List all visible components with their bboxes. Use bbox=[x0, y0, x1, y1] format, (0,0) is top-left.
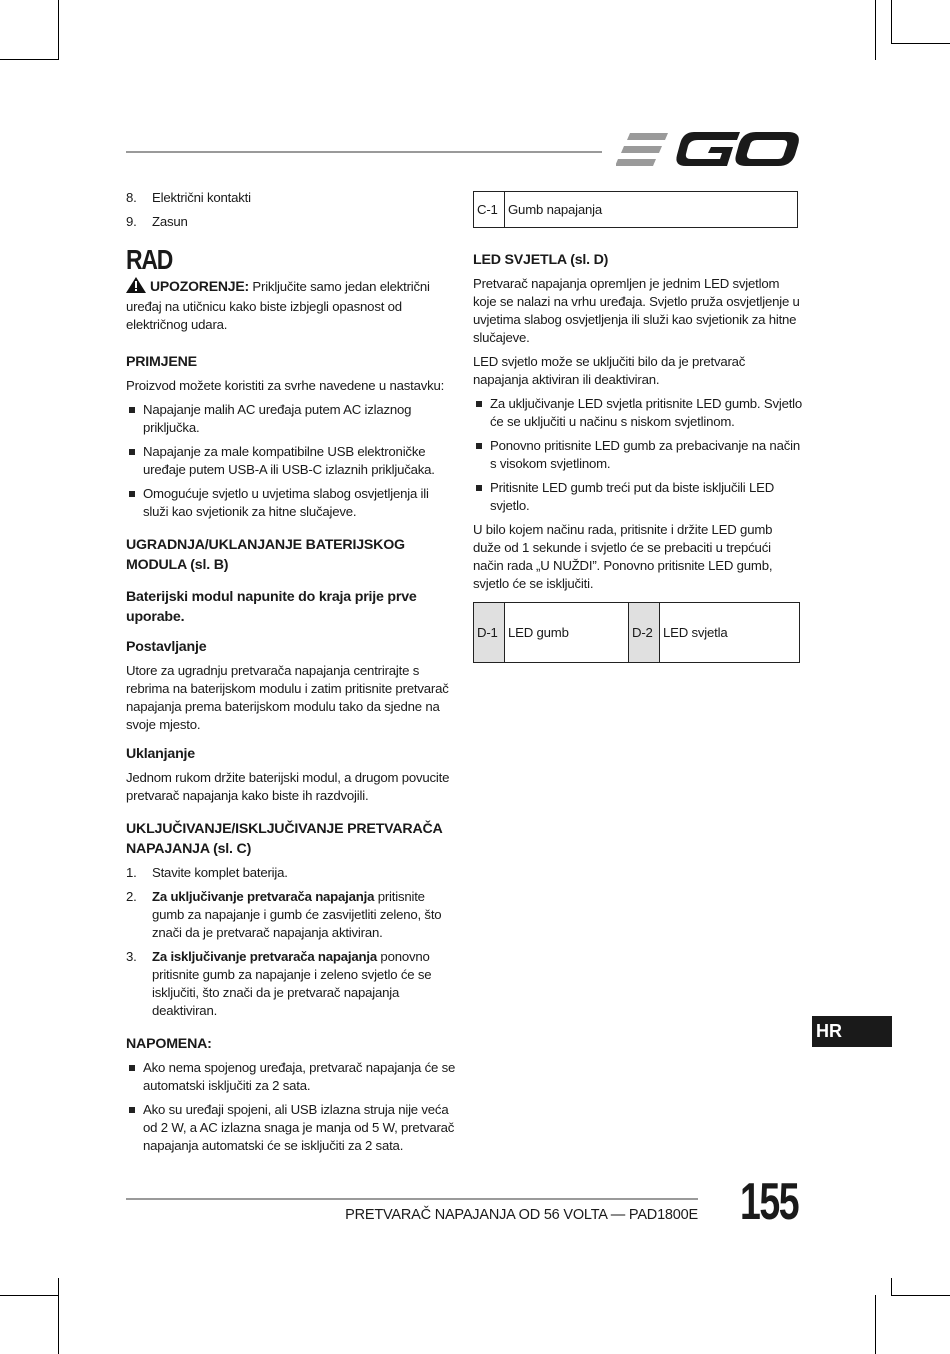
uklanjanje-text: Jednom rukom držite baterijski modul, a drugom povucite pretvarač napajanja kako biste ih razdvojili. bbox=[126, 770, 450, 803]
list-text: Pritisnite LED gumb treći put da biste isključili LED svjetlo. bbox=[490, 480, 775, 513]
list-text: Ako nema spojenog uređaja, pretvarač napajanja će se automatski isključiti za 2 sata. bbox=[143, 1060, 456, 1093]
list-number: 9. bbox=[126, 214, 137, 229]
list-text bbox=[152, 948, 456, 1020]
led-paragraph-3: U bilo kojem načinu rada, pritisnite i držite LED gumb duže od 1 sekunde i svjetlo će se prebaciti u trepćući način rada „U NUŽDI”. Ponovno pritisnite LED gumb, svjetlo će se isključiti. bbox=[473, 522, 773, 591]
crop-mark bbox=[891, 1278, 892, 1296]
napomena-list bbox=[126, 1059, 456, 1155]
list-item bbox=[126, 948, 456, 1020]
list-text bbox=[152, 864, 288, 882]
bullet-icon bbox=[473, 479, 490, 515]
list-number: 1. bbox=[126, 865, 137, 880]
crop-mark bbox=[891, 43, 950, 44]
header-rule bbox=[126, 151, 602, 153]
crop-mark bbox=[58, 1278, 59, 1354]
list-item bbox=[126, 401, 456, 437]
led-list bbox=[473, 395, 803, 515]
list-number: 8. bbox=[126, 190, 137, 205]
list-text: Za uključivanje LED svjetla pritisnite LED gumb. Svjetlo će se uključiti u načinu s niskom svjetlinom. bbox=[490, 396, 803, 429]
list-text: Zasun bbox=[152, 214, 188, 229]
crop-mark bbox=[891, 1295, 950, 1296]
table-row bbox=[474, 603, 800, 663]
charge-note: Baterijski modul napunite do kraja prije prve uporabe. bbox=[126, 589, 417, 625]
table-label-cell: Gumb napajanja bbox=[505, 192, 798, 228]
language-tab: HR bbox=[812, 1016, 892, 1047]
right-column bbox=[473, 191, 803, 663]
crop-mark bbox=[0, 1295, 58, 1296]
led-paragraph-1: Pretvarač napajanja opremljen je jednim LED svjetlom koje se nalazi na vrhu uređaja. Svjetlo pruža osvjetljenje u uvjetima slabog osvjetljenja ili služi kao svjetionik za hitne slučajeve. bbox=[473, 276, 800, 345]
list-text: Ako su uređaji spojeni, ali USB izlazna struja nije veća od 2 W, a AC izlazna snaga je manja od 5 W, pretvarač napajanja automatski će se isključiti za 2 sata. bbox=[143, 1102, 455, 1153]
subsection-title-postavljanje: Postavljanje bbox=[126, 639, 207, 655]
bullet-icon bbox=[473, 437, 490, 473]
list-text: Ponovno pritisnite LED gumb za prebacivanje na način s visokom svjetlinom. bbox=[490, 438, 800, 471]
list-text: Omogućuje svjetlo u uvjetima slabog osvjetljenja ili služi kao svjetionik za hitne slučajeve. bbox=[143, 486, 429, 519]
list-item bbox=[126, 864, 456, 882]
list-number: 3. bbox=[126, 949, 137, 964]
list-item bbox=[126, 443, 456, 479]
warning-icon bbox=[126, 277, 146, 298]
primjene-list bbox=[126, 401, 456, 521]
step-bold: Za uključivanje pretvarača napajanja bbox=[152, 889, 375, 904]
bullet-icon bbox=[126, 1101, 143, 1155]
crop-mark bbox=[875, 1295, 876, 1354]
list-item bbox=[126, 1059, 456, 1095]
step-text: ponovno pritisnite gumb za napajanje i zeleno svjetlo će se isključiti, što znači da je pretvarač napajanja deaktiviran. bbox=[152, 949, 432, 1018]
section-title-primjene: PRIMJENE bbox=[126, 354, 197, 370]
table-code-cell: D-1 bbox=[474, 603, 505, 663]
list-item bbox=[126, 1101, 456, 1155]
warning-text: Priključite samo jedan električni uređaj na utičnicu kako biste izbjegli opasnost od električnog udara. bbox=[126, 279, 430, 332]
list-item bbox=[126, 888, 456, 942]
warning-label: UPOZORENJE: bbox=[150, 278, 249, 294]
list-item bbox=[126, 485, 456, 521]
footer-title: PRETVARAČ NAPAJANJA OD 56 VOLTA — PAD1800E bbox=[345, 1207, 698, 1223]
list-item bbox=[473, 437, 803, 473]
led-paragraph-2: LED svjetlo može se uključiti bilo da je pretvarač napajanja aktiviran ili deaktiviran. bbox=[473, 354, 746, 387]
list-text bbox=[152, 888, 456, 942]
bullet-icon bbox=[473, 395, 490, 431]
list-item bbox=[473, 395, 803, 431]
step-text: pritisnite gumb za napajanje i gumb će zasvijetliti zeleno, što znači da je pretvarač napajanja aktiviran. bbox=[152, 889, 442, 940]
section-title-onoff: UKLJUČIVANJE/ISKLJUČIVANJE PRETVARAČA NAPAJANJA (sl. C) bbox=[126, 821, 443, 857]
bullet-icon bbox=[126, 443, 143, 479]
subsection-title-uklanjanje: Uklanjanje bbox=[126, 746, 195, 762]
list-item bbox=[126, 213, 456, 231]
step-bold: Za isključivanje pretvarača napajanja bbox=[152, 949, 377, 964]
step-text: Stavite komplet baterija. bbox=[152, 865, 288, 880]
ego-logo-icon bbox=[616, 128, 800, 172]
table-label-cell: LED gumb bbox=[505, 603, 629, 663]
section-title-napomena: NAPOMENA: bbox=[126, 1036, 212, 1052]
left-column bbox=[126, 189, 456, 1161]
table-row bbox=[474, 192, 798, 228]
list-text: Napajanje malih AC uređaja putem AC izlaznog priključka. bbox=[143, 402, 412, 435]
legend-table-c bbox=[473, 191, 798, 228]
crop-mark bbox=[875, 0, 876, 60]
primjene-intro: Proizvod možete koristiti za svrhe navedene u nastavku: bbox=[126, 378, 445, 393]
warning-paragraph bbox=[126, 277, 456, 334]
postavljanje-text: Utore za ugradnju pretvarača napajanja centrirajte s rebrima na baterijskom modulu i zatim pritisnite pretvarač napajanja prema baterijskom modulu tako da sjedne na svoje mjesto. bbox=[126, 663, 449, 732]
crop-mark bbox=[58, 0, 59, 60]
crop-mark bbox=[891, 0, 892, 43]
section-title-led: LED SVJETLA (sl. D) bbox=[473, 252, 609, 268]
bullet-icon bbox=[126, 401, 143, 437]
legend-table-d bbox=[473, 602, 800, 663]
list-number: 2. bbox=[126, 889, 137, 904]
list-item bbox=[126, 189, 456, 207]
table-code-cell: C-1 bbox=[474, 192, 505, 228]
list-text: Električni kontakti bbox=[152, 190, 251, 205]
parts-list bbox=[126, 189, 456, 231]
table-label-cell: LED svjetla bbox=[660, 603, 800, 663]
ego-logo bbox=[616, 128, 800, 177]
crop-mark bbox=[0, 59, 58, 60]
bullet-icon bbox=[126, 1059, 143, 1095]
section-title-ugradnja: UGRADNJA/UKLANJANJE BATERIJSKOG MODULA (sl. B) bbox=[126, 537, 405, 573]
list-text: Napajanje za male kompatibilne USB elektroničke uređaje putem USB-A ili USB-C izlaznih priključaka. bbox=[143, 444, 435, 477]
onoff-steps bbox=[126, 864, 456, 1020]
page-number: 155 bbox=[740, 1173, 799, 1231]
bullet-icon bbox=[126, 485, 143, 521]
table-code-cell: D-2 bbox=[629, 603, 660, 663]
list-item bbox=[473, 479, 803, 515]
footer-rule bbox=[126, 1198, 698, 1200]
section-title-rad: RAD bbox=[126, 244, 173, 275]
